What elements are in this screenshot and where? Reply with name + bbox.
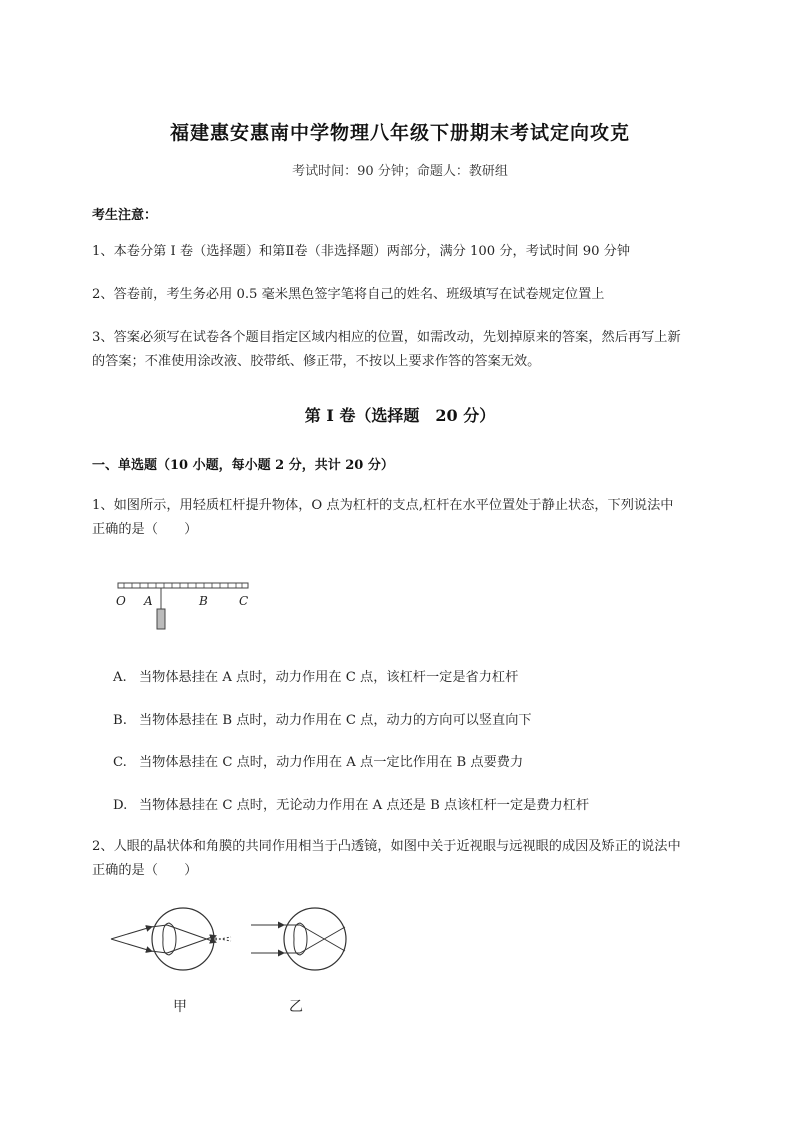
eye-diagram bbox=[105, 905, 365, 1017]
notice-line-2: 2、答卷前，考生务必用 0.5 毫米黑色签字笔将自己的姓名、班级填写在试卷规定位置上 bbox=[92, 287, 605, 302]
option-text: 当物体悬挂在 A 点时，动力作用在 C 点，该杠杆一定是省力杠杆 bbox=[139, 670, 519, 685]
notice-heading: 考生注意： bbox=[92, 208, 158, 223]
question-1-option-b[interactable] bbox=[113, 709, 532, 728]
document-subtitle: 考试时间：90 分钟；命题人：教研组 bbox=[292, 164, 508, 179]
option-letter: A. bbox=[113, 670, 127, 685]
question-2-stem-line-2: 正确的是（ ） bbox=[92, 863, 198, 878]
label-jia: 甲 bbox=[173, 999, 187, 1015]
lever-figure bbox=[110, 576, 260, 636]
question-1-option-d[interactable] bbox=[113, 794, 589, 813]
option-letter: D. bbox=[113, 798, 128, 813]
eye-yi bbox=[251, 908, 346, 970]
label-o: O bbox=[116, 594, 126, 608]
question-1-stem-line-2: 正确的是（ ） bbox=[92, 522, 198, 537]
section-title: 第 I 卷（选择题 20 分） bbox=[304, 406, 496, 425]
label-yi: 乙 bbox=[289, 999, 303, 1015]
label-b: B bbox=[199, 594, 208, 608]
notice-line-3: 3、答案必须写在试卷各个题目指定区域内相应的位置，如需改动，先划掉原来的答案，然后再写上新 bbox=[92, 330, 681, 345]
question-1-option-a[interactable] bbox=[113, 666, 518, 685]
label-c: C bbox=[239, 594, 249, 608]
option-letter: B. bbox=[113, 713, 127, 728]
eye-jia bbox=[111, 908, 231, 970]
notice-line-1: 1、本卷分第 I 卷（选择题）和第Ⅱ卷（非选择题）两部分，满分 100 分，考试时间 90 分钟 bbox=[92, 244, 631, 259]
option-text: 当物体悬挂在 B 点时，动力作用在 C 点，动力的方向可以竖直向下 bbox=[139, 713, 532, 728]
part-heading: 一、单选题（10 小题，每小题 2 分，共计 20 分） bbox=[92, 458, 394, 473]
option-text: 当物体悬挂在 C 点时，无论动力作用在 A 点还是 B 点该杠杆一定是费力杠杆 bbox=[139, 798, 590, 813]
question-2-stem-line-1: 2、人眼的晶状体和角膜的共同作用相当于凸透镜，如图中关于近视眼与远视眼的成因及矫正的说法中 bbox=[92, 839, 681, 854]
question-1-option-c[interactable] bbox=[113, 751, 523, 770]
notice-line-4: 的答案；不准使用涂改液、胶带纸、修正带，不按以上要求作答的答案无效。 bbox=[92, 354, 541, 369]
option-text: 当物体悬挂在 C 点时，动力作用在 A 点一定比作用在 B 点要费力 bbox=[139, 755, 524, 770]
label-a: A bbox=[144, 594, 153, 608]
hanging-weight bbox=[157, 609, 165, 629]
option-letter: C. bbox=[113, 755, 127, 770]
lever-bar bbox=[118, 583, 248, 588]
document-title: 福建惠安惠南中学物理八年级下册期末考试定向攻克 bbox=[169, 122, 630, 144]
question-1-stem-line-1: 1、如图所示，用轻质杠杆提升物体，O 点为杠杆的支点,杠杆在水平位置处于静止状态，下列说法中 bbox=[92, 498, 674, 513]
